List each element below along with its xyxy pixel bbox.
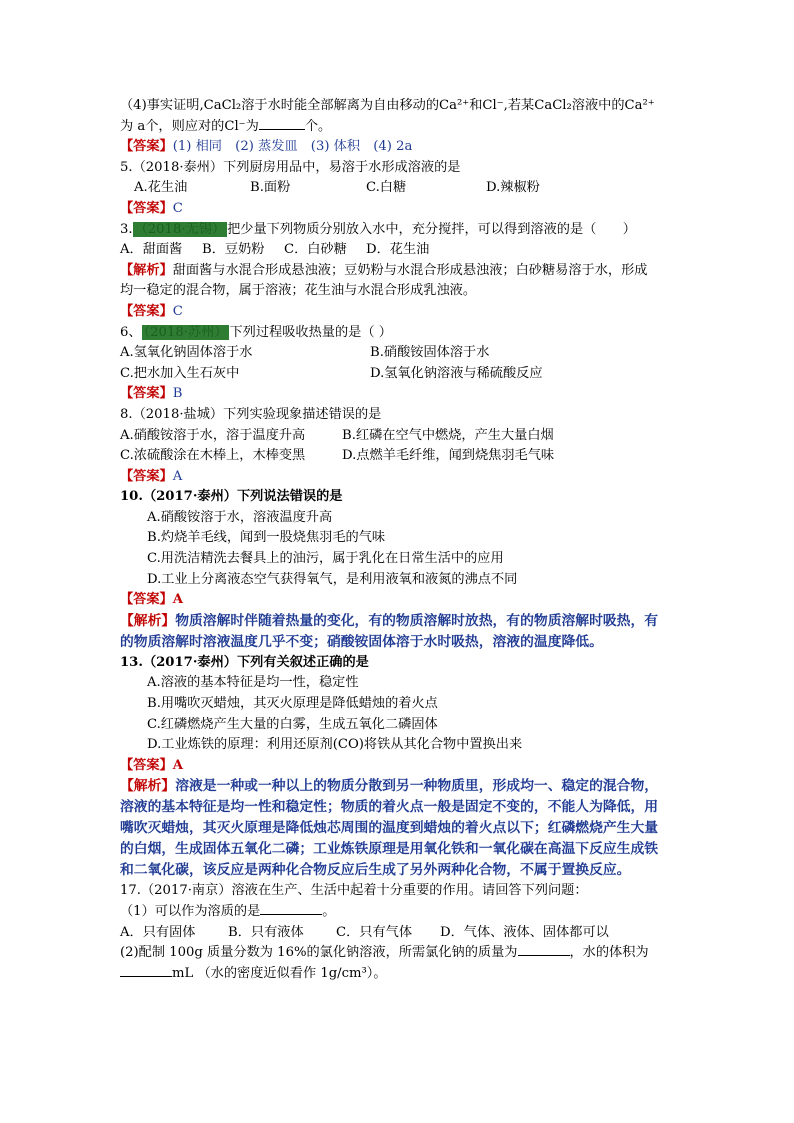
q10-option: D.工业上分离液态空气获得氧气，是利用液氧和液氮的沸点不同 — [147, 571, 518, 587]
q10-option: A.硝酸铵溶于水，溶液温度升高 — [147, 509, 333, 525]
q13-option: D.工业炼铁的原理：利用还原剂(CO)将铁从其化合物中置换出来 — [147, 737, 523, 753]
blank — [260, 902, 322, 915]
q13-option: B.用嘴吹灭蜡烛，其灭火原理是降低蜡烛的着火点 — [147, 696, 438, 712]
q10-option: C.用洗洁精洗去餐具上的油污，属于乳化在日常生活中的应用 — [147, 551, 504, 567]
q10-stem: 10.（2017·泰州）下列说法错误的是 — [120, 489, 343, 505]
q10-option: B.灼烧羊毛线，闻到一股烧焦羽毛的气味 — [147, 530, 386, 546]
q3-stem: 3. （2018·无锡） 把少量下列物质分别放入水中，充分搅拌，可以得到溶液的是（ ） — [120, 221, 636, 237]
q13-analysis-4: 的白烟，生成固体五氧化二磷；工业炼铁原理是用氧化铁和一氧化碳在高温下反应生成铁 — [120, 841, 659, 858]
q4-line1: （4)事实证明,CaCl₂溶于水时能全部解离为自由移动的Ca²⁺和Cl⁻,若某CaCl₂溶液中的Ca²⁺ — [120, 98, 655, 113]
q17-sub2-line2: mL （水的密度近似看作 1g/cm³）。 — [120, 964, 680, 985]
q4-answer: 【答案】(1) 相同 (2) 蒸发皿 (3) 体积 (4) 2a — [120, 139, 413, 155]
option: C．只有气体 — [336, 924, 413, 940]
option: D.氢氧化钠溶液与稀硫酸反应 — [370, 365, 543, 381]
option: C.浓硫酸涂在木棒上，木棒变黑 — [120, 448, 306, 464]
q10-analysis-1: 【解析】物质溶解时伴随着热量的变化，有的物质溶解时放热，有的物质溶解时吸热，有 — [120, 612, 659, 629]
q13-stem: 13.（2017·泰州）下列有关叙述正确的是 — [120, 654, 369, 670]
option: A.花生油 — [134, 180, 188, 196]
q6-options-row1 — [120, 343, 680, 364]
q6-stem: 6、 （2018·苏州） 下列过程吸收热量的是（ ） — [120, 324, 392, 340]
source-highlight: （2018·苏州） — [143, 324, 228, 340]
blank — [518, 943, 570, 956]
option: D．花生油 — [366, 242, 430, 258]
q6-options-row2 — [120, 364, 680, 385]
q8-options-row2 — [120, 446, 680, 467]
q6-answer: 【答案】B — [120, 386, 183, 402]
q13-analysis-1: 【解析】溶液是一种或一种以上的物质分散到另一种物质里，形成均一、稳定的混合物， — [120, 778, 659, 795]
option: B.硝酸铵固体溶于水 — [370, 345, 490, 361]
option: C.白糖 — [366, 180, 407, 196]
q13-analysis-3: 嘴吹灭蜡烛，其灭火原理是降低烛芯周围的温度到蜡烛的着火点以下；红磷燃烧产生大量 — [120, 820, 659, 837]
option: B.红磷在空气中燃烧，产生大量白烟 — [342, 427, 554, 443]
q5-options — [120, 178, 680, 199]
option: C．白砂糖 — [284, 242, 347, 258]
q5-stem: 5.（2018·泰州）下列厨房用品中，易溶于水形成溶液的是 — [120, 159, 461, 175]
blank — [259, 117, 305, 130]
option: C.把水加入生石灰中 — [120, 365, 240, 381]
option: B．只有液体 — [228, 924, 304, 940]
document-page — [120, 96, 680, 984]
q3-answer: 【答案】C — [120, 303, 183, 319]
option: D．气体、液体、固体都可以 — [440, 924, 609, 940]
option: B.面粉 — [250, 180, 291, 196]
option: A.氢氧化钠固体溶于水 — [120, 345, 253, 361]
option: D.辣椒粉 — [486, 180, 540, 196]
q4-line2: 为 a个，则应对的Cl⁻为 个。 — [120, 118, 332, 134]
q10-analysis-2: 的物质溶解时溶液温度几乎不变；硝酸铵固体溶于水时吸热，溶液的温度降低。 — [120, 633, 603, 650]
q17-sub1: （1）可以作为溶质的是 。 — [120, 904, 336, 919]
blank — [120, 964, 172, 977]
option: A．甜面酱 — [120, 242, 183, 258]
option: A.硝酸铵溶于水，溶于温度升高 — [120, 427, 306, 443]
q3-options — [120, 240, 680, 261]
q3-analysis-1: 【解析】甜面酱与水混合形成悬浊液；豆奶粉与水混合形成悬浊液；白砂糖易溶于水，形成 — [120, 262, 648, 278]
q13-analysis-5: 和二氧化碳，该反应是两种化合物反应后生成了另外两种化合物，不属于置换反应。 — [120, 862, 631, 879]
option: D.点燃羊毛纤维，闻到烧焦羽毛气味 — [342, 448, 555, 464]
source-highlight: （2018·无锡） — [134, 221, 226, 237]
option: A．只有固体 — [120, 924, 196, 940]
q13-analysis-2: 溶液的基本特征是均一性和稳定性；物质的着火点一般是固定不变的，不能人为降低，用 — [120, 799, 659, 816]
q5-answer: 【答案】C — [120, 200, 183, 216]
q8-stem: 8.（2018·盐城）下列实验现象描述错误的是 — [120, 406, 382, 422]
q8-answer: 【答案】A — [120, 468, 183, 484]
q17-sub2-line1: (2)配制 100g 质量分数为 16%的氯化钠溶液，所需氯化钠的质量为 ，水的体积为 — [120, 945, 649, 961]
q13-answer: 【答案】A — [120, 757, 183, 773]
q3-analysis-2: 均一稳定的混合物，属于溶液；花生油与水混合形成乳浊液。 — [120, 283, 477, 299]
option: B．豆奶粉 — [202, 242, 265, 258]
q13-option: A.溶液的基本特征是均一性，稳定性 — [147, 675, 359, 691]
q17-options — [120, 923, 680, 944]
q8-options-row1 — [120, 426, 680, 447]
q10-answer: 【答案】A — [120, 592, 183, 608]
q13-option: C.红磷燃烧产生大量的白雾，生成五氧化二磷固体 — [147, 716, 438, 732]
q17-stem: 17.（2017·南京）溶液在生产、生活中起着十分重要的作用。请回答下列问题： — [120, 883, 588, 899]
